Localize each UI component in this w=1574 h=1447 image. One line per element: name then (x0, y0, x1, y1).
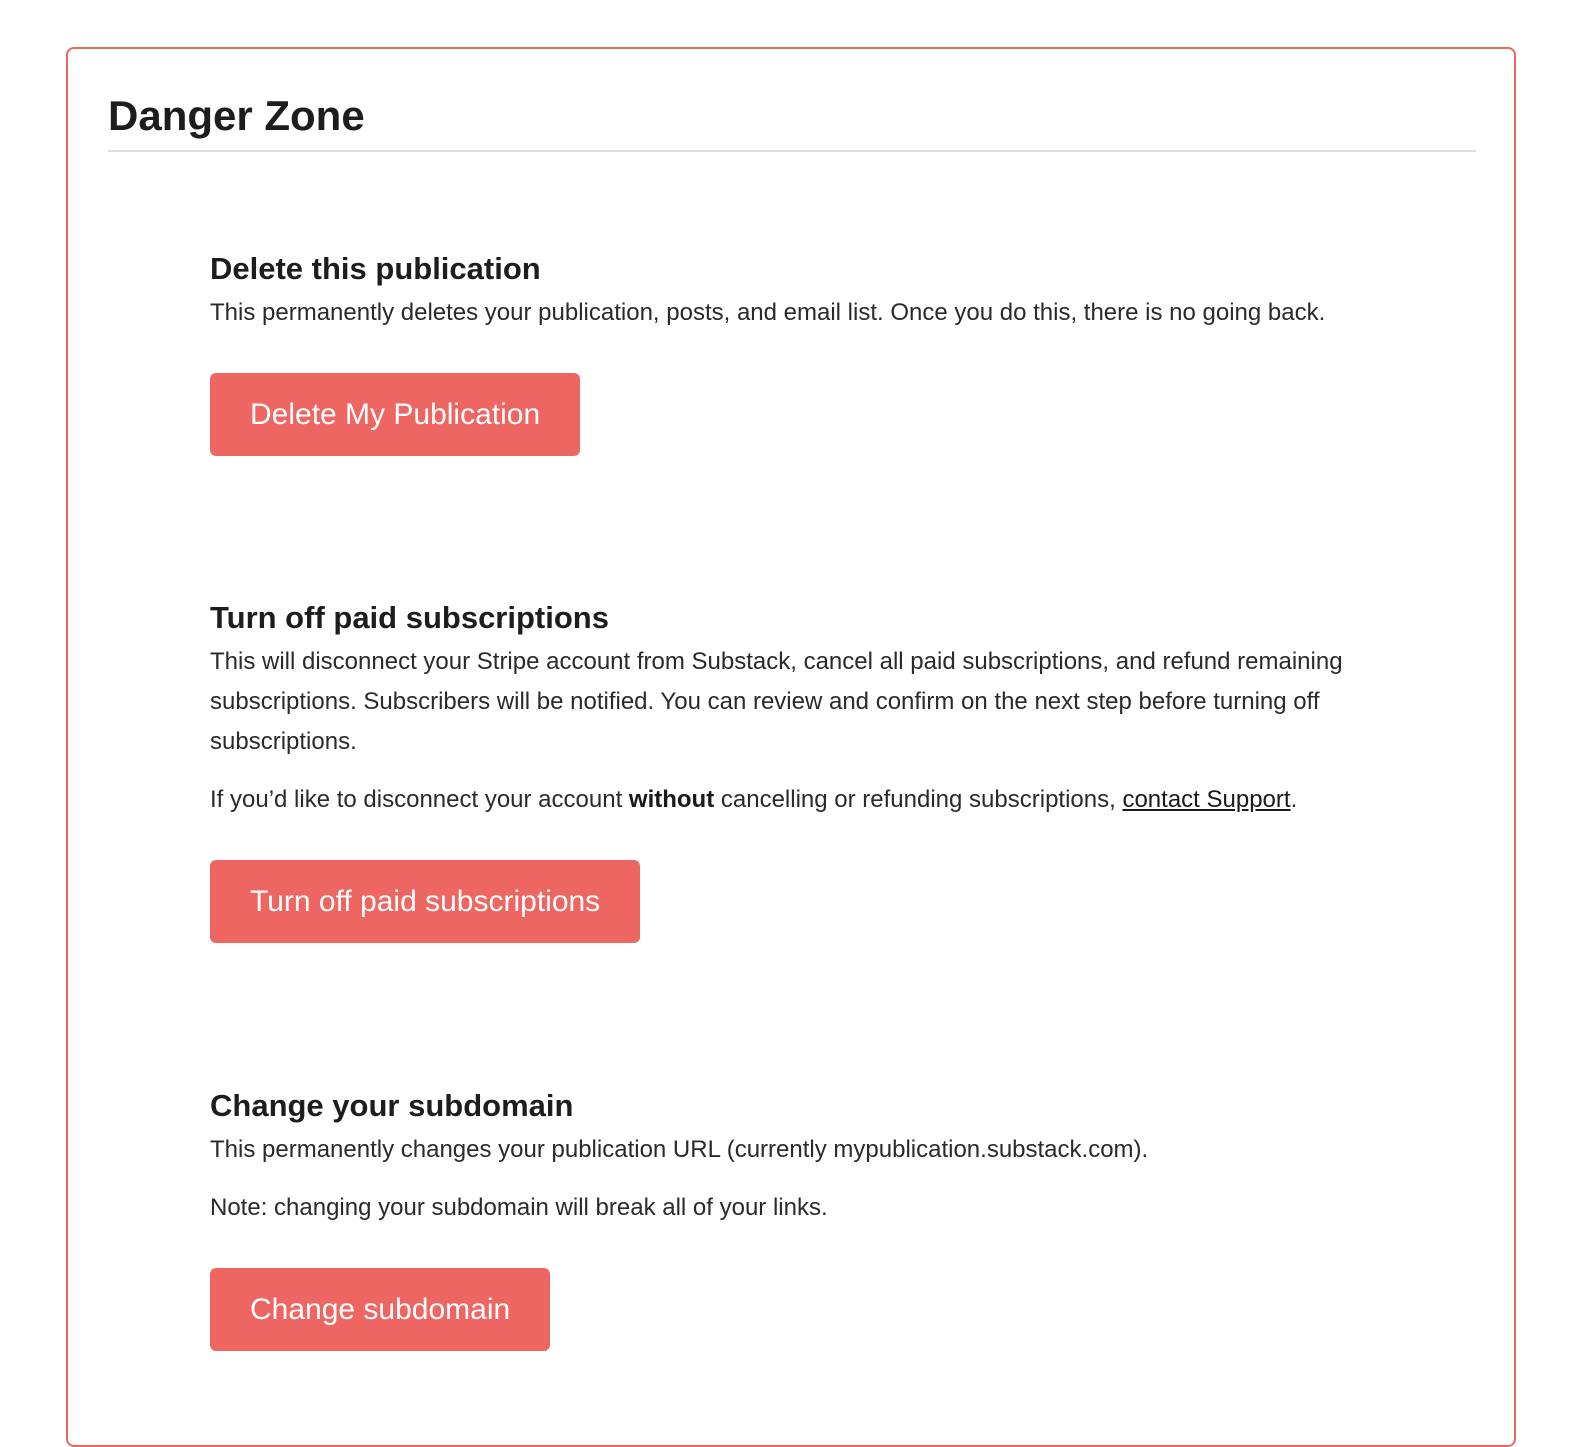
disconnect-note (210, 780, 1370, 820)
danger-zone-title: Danger Zone (108, 92, 365, 139)
delete-publication-button[interactable]: Delete My Publication (210, 373, 580, 456)
disconnect-note-after: cancelling or refunding subscriptions, (714, 786, 1123, 813)
disconnect-note-emphasis: without (628, 786, 715, 813)
turn-off-paid-section (210, 598, 1370, 943)
disconnect-note-end: . (1290, 786, 1298, 813)
turn-off-paid-description: This will disconnect your Stripe account from Substack, cancel all paid subscriptions, and refund remaining subscriptions. Subscribers will be notified. You can review and confirm on the next step before turning off subscriptions. (210, 648, 1343, 755)
delete-publication-section (210, 249, 1370, 456)
turn-off-paid-heading: Turn off paid subscriptions (210, 600, 609, 635)
change-subdomain-description: This permanently changes your publication URL (currently mypublication.substack.com). (210, 1136, 1149, 1163)
title-divider (108, 150, 1476, 152)
change-subdomain-button[interactable]: Change subdomain (210, 1268, 550, 1351)
change-subdomain-section (210, 1086, 1370, 1351)
delete-publication-description: This permanently deletes your publication, posts, and email list. Once you do this, there is no going back. (210, 299, 1326, 326)
delete-publication-heading: Delete this publication (210, 251, 541, 286)
change-subdomain-note: Note: changing your subdomain will break all of your links. (210, 1194, 828, 1221)
danger-zone-panel (66, 47, 1516, 1447)
disconnect-note-before: If you’d like to disconnect your account (210, 786, 629, 813)
contact-support-link[interactable]: contact Support (1122, 786, 1291, 813)
change-subdomain-heading: Change your subdomain (210, 1088, 574, 1123)
turn-off-paid-button[interactable]: Turn off paid subscriptions (210, 860, 640, 943)
